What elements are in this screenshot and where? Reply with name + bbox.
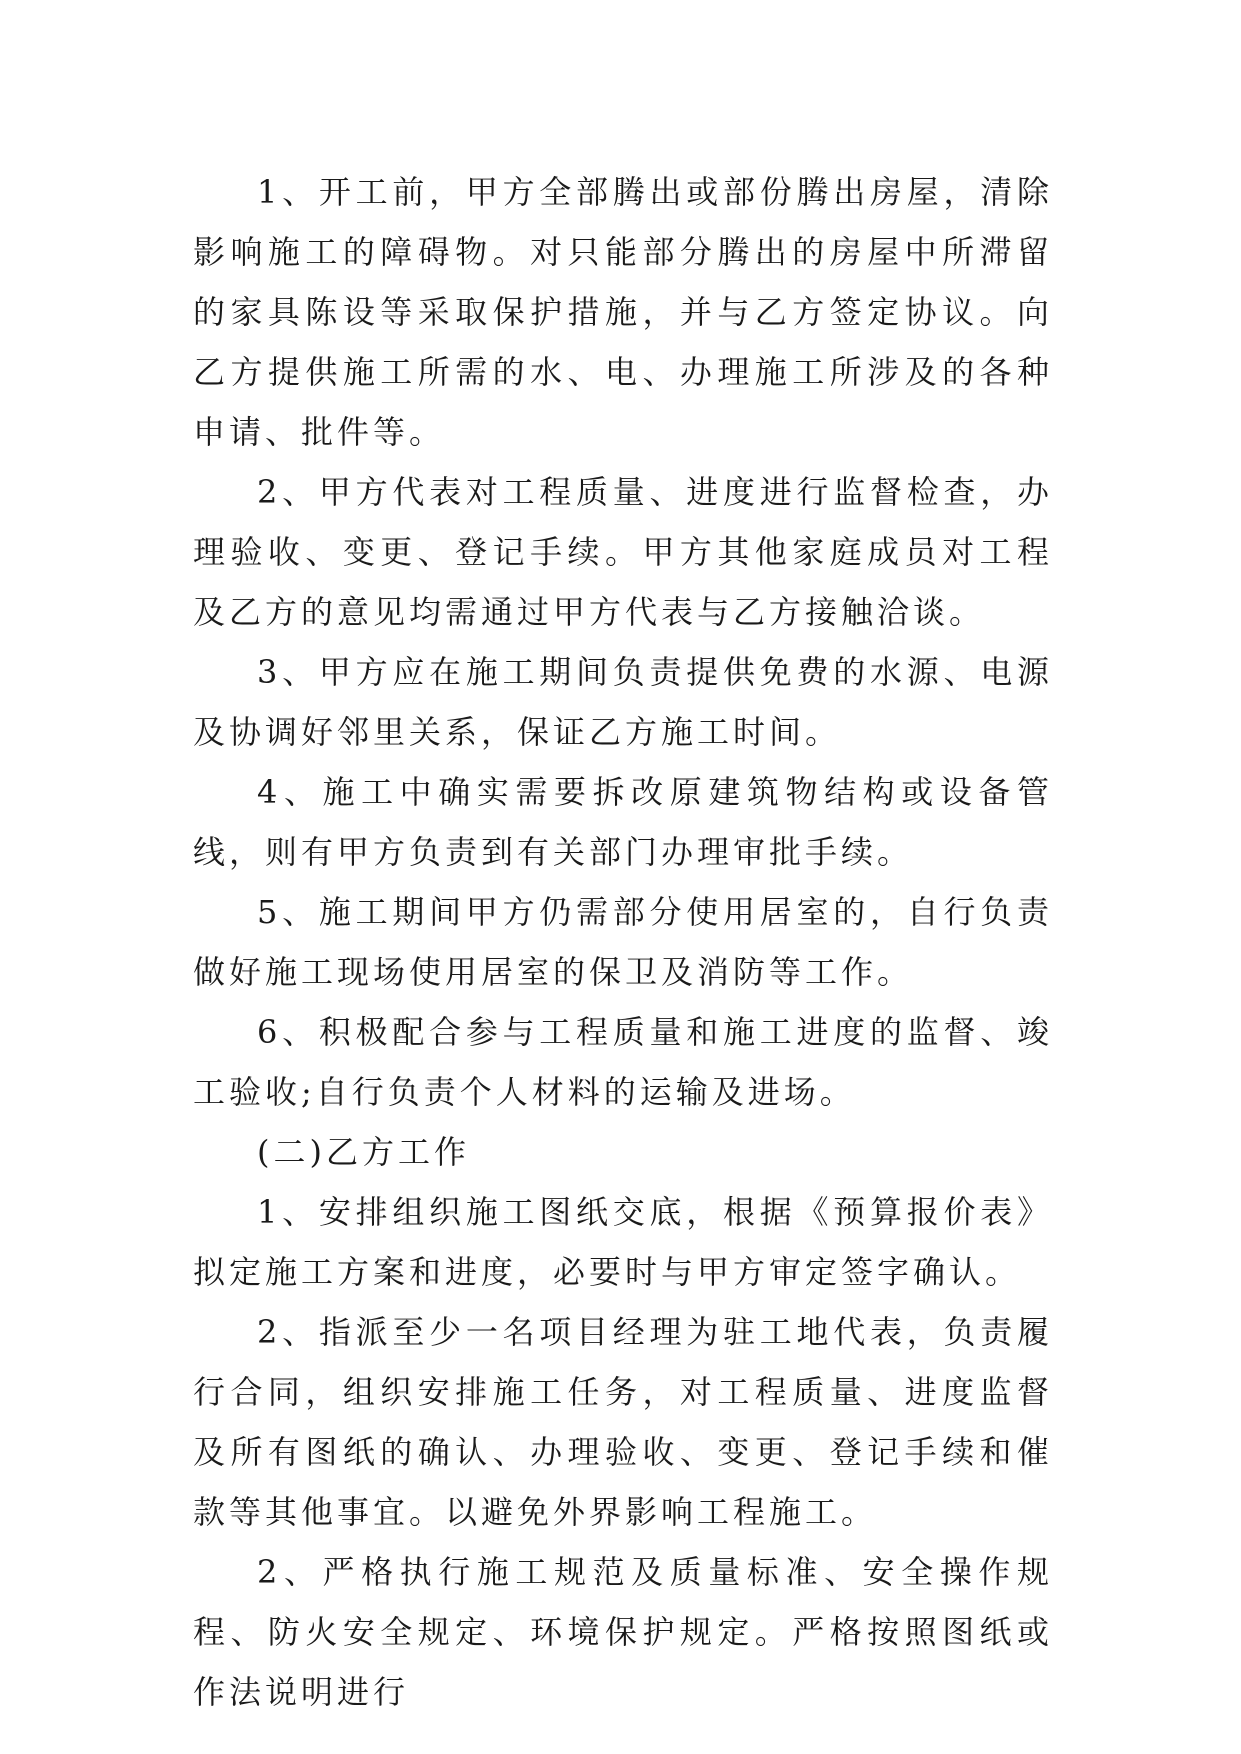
party-a-item-3: 3、甲方应在施工期间负责提供免费的水源、电源及协调好邻里关系，保证乙方施工时间。 <box>193 653 1053 751</box>
party-b-heading: (二)乙方工作 <box>257 1133 470 1171</box>
party-a-item-6: 6、积极配合参与工程质量和施工进度的监督、竣工验收;自行负责个人材料的运输及进场。 <box>193 1013 1053 1111</box>
party-a-item-2: 2、甲方代表对工程质量、进度进行监督检查，办理验收、变更、登记手续。甲方其他家庭成员对工程及乙方的意见均需通过甲方代表与乙方接触洽谈。 <box>193 473 1053 631</box>
document-body <box>193 162 1053 1722</box>
party-b-item-3: 2、严格执行施工规范及质量标准、安全操作规程、防火安全规定、环境保护规定。严格按照图纸或作法说明进行 <box>193 1553 1053 1711</box>
party-a-item-1: 1、开工前，甲方全部腾出或部份腾出房屋，清除影响施工的障碍物。对只能部分腾出的房屋中所滞留的家具陈设等采取保护措施，并与乙方签定协议。向乙方提供施工所需的水、电、办理施工所涉及的各种申请、批件等。 <box>193 173 1053 451</box>
party-a-item-4: 4、施工中确实需要拆改原建筑物结构或设备管线，则有甲方负责到有关部门办理审批手续。 <box>193 773 1053 871</box>
party-a-item-5: 5、施工期间甲方仍需部分使用居室的，自行负责做好施工现场使用居室的保卫及消防等工作。 <box>193 893 1053 991</box>
party-b-item-2: 2、指派至少一名项目经理为驻工地代表，负责履行合同，组织安排施工任务，对工程质量、进度监督及所有图纸的确认、办理验收、变更、登记手续和催款等其他事宜。以避免外界影响工程施工。 <box>193 1313 1053 1531</box>
party-b-item-1: 1、安排组织施工图纸交底，根据《预算报价表》拟定施工方案和进度，必要时与甲方审定签字确认。 <box>193 1193 1053 1291</box>
